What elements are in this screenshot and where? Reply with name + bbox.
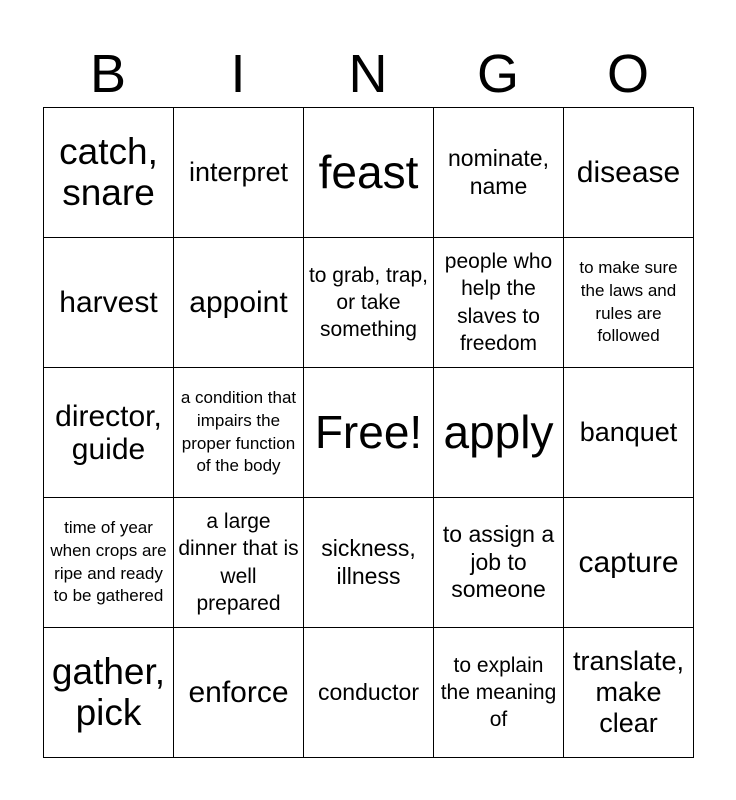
bingo-cell[interactable] [434, 628, 564, 758]
cell-text: harvest [59, 286, 158, 319]
bingo-cell[interactable] [44, 498, 174, 628]
bingo-cell[interactable] [44, 108, 174, 238]
bingo-cell[interactable] [564, 628, 694, 758]
header-letter-b: B [89, 44, 127, 104]
cell-text: interpret [188, 156, 289, 187]
cell-text: capture [578, 546, 679, 579]
bingo-cell[interactable] [174, 368, 304, 498]
cell-text: apply [443, 406, 554, 459]
bingo-cell[interactable] [304, 498, 434, 628]
cell-text: disease [576, 156, 681, 189]
cell-text: conductor [317, 678, 419, 705]
cell-text: a condition that impairs the proper function of the body [180, 387, 297, 476]
bingo-cell[interactable] [174, 628, 304, 758]
cell-text: gather, pick [51, 650, 166, 733]
cell-text: nominate, name [447, 144, 549, 199]
bingo-cell[interactable] [564, 238, 694, 368]
bingo-cell[interactable] [434, 368, 564, 498]
cell-text: sickness, illness [321, 534, 416, 589]
bingo-cell[interactable] [564, 108, 694, 238]
bingo-header [43, 40, 693, 108]
bingo-cell[interactable] [304, 628, 434, 758]
cell-text: catch, snare [59, 130, 158, 213]
bingo-cell[interactable] [304, 108, 434, 238]
cell-text: a large dinner that is well prepared [178, 509, 299, 615]
cell-text: enforce [188, 676, 289, 709]
bingo-cell[interactable] [174, 498, 304, 628]
free-space-cell[interactable] [304, 368, 434, 498]
cell-text: Free! [314, 406, 423, 459]
header-letter-g: G [476, 44, 519, 104]
bingo-cell[interactable] [174, 238, 304, 368]
cell-text: appoint [189, 286, 288, 319]
cell-text: to explain the meaning of [440, 653, 557, 732]
bingo-cell[interactable] [564, 368, 694, 498]
header-letter-o: O [606, 44, 649, 104]
cell-text: translate, make clear [572, 645, 685, 739]
cell-text: banquet [579, 416, 678, 447]
bingo-cell[interactable] [174, 108, 304, 238]
bingo-cell[interactable] [44, 368, 174, 498]
bingo-cell[interactable] [44, 238, 174, 368]
cell-text: to assign a job to someone [442, 521, 555, 603]
cell-text: feast [318, 146, 419, 199]
bingo-cell[interactable] [564, 498, 694, 628]
bingo-cell[interactable] [434, 108, 564, 238]
cell-text: people who help the slaves to freedom [444, 249, 553, 355]
cell-text: director, guide [55, 399, 162, 466]
cell-text: to grab, trap, or take something [308, 263, 429, 342]
cell-text: time of year when crops are ripe and ready to be gathered [50, 517, 167, 606]
bingo-cell[interactable] [44, 628, 174, 758]
header-letter-n: N [348, 44, 388, 104]
header-letter-i: I [230, 44, 246, 104]
cell-text: to make sure the laws and rules are followed [579, 257, 678, 346]
bingo-board [43, 107, 694, 758]
bingo-cell[interactable] [434, 498, 564, 628]
bingo-cell[interactable] [434, 238, 564, 368]
bingo-cell[interactable] [304, 238, 434, 368]
